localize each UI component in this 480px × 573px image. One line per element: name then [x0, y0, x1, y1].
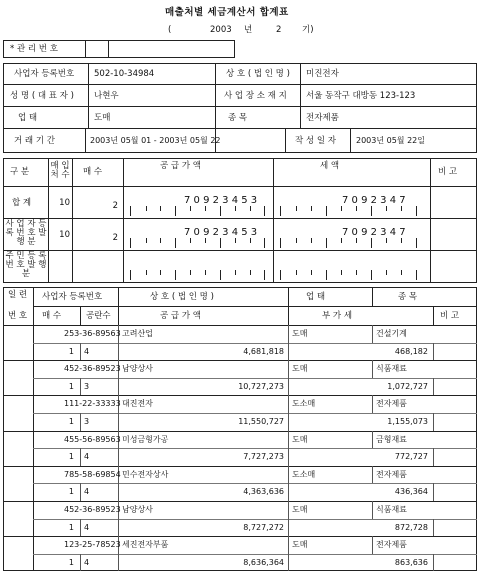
detail-reg-no: 452-36-89523: [64, 364, 121, 374]
business-item-value: 전자제품: [306, 113, 339, 123]
col-divider: [80, 519, 81, 537]
detail-vat-amount: 1,155,073: [387, 417, 428, 426]
col-divider: [288, 501, 289, 536]
col-divider: [372, 536, 373, 554]
rep-label: 성 명 ( 대 표 자 ): [10, 91, 74, 101]
row-divider: [3, 501, 477, 502]
detail-blank-count: 4: [84, 557, 90, 567]
col-divider: [80, 378, 81, 396]
digit-tick: [311, 270, 312, 275]
business-type-value: 도매: [94, 113, 111, 123]
digit-tick: [371, 206, 372, 216]
digit-tick: [146, 270, 147, 275]
summary-h-gubun: 구 분: [10, 167, 30, 177]
row-divider: [3, 395, 477, 396]
detail-company-name: 남양상사: [122, 364, 153, 374]
business-type-label: 업 태: [18, 113, 38, 123]
digit-tick: [416, 206, 417, 216]
col-divider: [372, 360, 373, 378]
detail-vat-amount: 1,072,727: [387, 381, 428, 391]
col-divider: [80, 413, 81, 431]
detail-reg-no: 455-56-89563: [64, 434, 121, 444]
detail-h-vat: 부 가 세: [322, 311, 353, 321]
digit-tick: [386, 206, 387, 211]
digit-tick: [311, 238, 312, 243]
digit-tick: [250, 238, 251, 243]
digit-tick: [235, 238, 236, 243]
digit-tick: [280, 206, 281, 216]
detail-supply-amount: 11,550,727: [238, 417, 284, 426]
digit-tick: [296, 206, 297, 211]
row-divider: [33, 343, 477, 344]
detail-vat-amount: 436,364: [394, 487, 428, 497]
summary-row-tax: 7 0 9 2 3 4 7: [342, 227, 406, 238]
digit-tick: [326, 206, 327, 216]
digit-tick: [220, 238, 221, 248]
row-divider: [33, 378, 477, 379]
detail-company-name: 고려산업: [122, 329, 153, 338]
digit-tick: [401, 206, 402, 211]
digit-tick: [416, 270, 417, 280]
digit-tick: [160, 206, 161, 211]
digit-tick: [356, 238, 357, 243]
row-divider: [33, 519, 477, 520]
detail-blank-count: 4: [84, 487, 90, 497]
digit-tick: [280, 238, 281, 248]
write-date-value: 2003년 05월 22일: [356, 136, 425, 145]
detail-h-blank: 공란수: [86, 311, 111, 321]
detail-vat-amount: 863,636: [394, 557, 428, 567]
summary-h-tax: 세 액: [320, 161, 340, 171]
digit-tick: [280, 270, 281, 280]
col-divider: [80, 343, 81, 361]
period-term-unit: 기): [302, 25, 314, 35]
detail-supply-amount: 7,727,273: [243, 452, 284, 462]
summary-row-label: 합 계: [12, 198, 32, 208]
digit-tick: [356, 270, 357, 275]
col-divider: [80, 448, 81, 466]
digit-tick: [146, 206, 147, 211]
digit-tick: [341, 206, 342, 211]
detail-company-name: 미성금형가공: [122, 434, 169, 444]
digit-tick: [296, 238, 297, 243]
digit-tick: [250, 206, 251, 211]
detail-h-reg: 사업자 등록번호: [42, 292, 103, 302]
detail-blank-count: 3: [84, 381, 90, 391]
period-year: 2003: [210, 25, 232, 35]
digit-tick: [401, 270, 402, 275]
digit-tick: [264, 270, 265, 280]
detail-company-name: 대진전자: [122, 399, 153, 409]
detail-h-name: 상 호 ( 법 인 명 ): [150, 292, 214, 302]
detail-h-type: 업 태: [306, 292, 326, 302]
col-divider: [433, 448, 434, 466]
business-item-label: 종 목: [228, 113, 248, 123]
digit-tick: [130, 238, 131, 248]
detail-vat-amount: 468,182: [394, 346, 428, 356]
digit-tick: [264, 238, 265, 248]
row-divider: [3, 536, 477, 537]
detail-reg-no: 253-36-89563: [64, 329, 121, 338]
detail-business-type: 도매: [292, 505, 308, 514]
row-divider: [33, 483, 477, 484]
detail-reg-no: 111-22-33333: [64, 399, 121, 409]
reg-no-label: 사업자 등록번호: [14, 69, 75, 79]
company-name-label: 상 호 ( 법 인 명 ): [226, 69, 290, 79]
col-divider: [433, 554, 434, 572]
digit-tick: [416, 238, 417, 248]
summary-row-count: 10: [59, 198, 70, 208]
rep-value: 나현우: [94, 91, 119, 101]
col-divider: [433, 519, 434, 537]
summary-row-sheets: 2: [112, 233, 118, 243]
summary-row-supply: 7 0 9 2 3 4 5 3: [184, 227, 258, 238]
col-divider: [372, 431, 373, 449]
row-divider: [3, 431, 477, 432]
detail-blank-count: 4: [84, 346, 90, 356]
detail-business-type: 도소매: [292, 469, 316, 479]
detail-sheets: 1: [68, 417, 74, 426]
detail-vat-amount: 772,727: [394, 452, 428, 462]
period-term: 2: [276, 25, 282, 35]
address-value: 서울 동작구 대방동 123-123: [306, 91, 416, 101]
detail-supply-amount: 4,681,818: [243, 346, 284, 356]
col-divider: [288, 395, 289, 430]
company-name-value: 미진전자: [306, 69, 339, 79]
detail-business-type: 도매: [292, 434, 308, 444]
detail-business-item: 건설기계: [376, 329, 407, 338]
detail-reg-no: 123-25-78523: [64, 540, 121, 550]
form-title: 매출처별 세금계산서 합계표: [165, 7, 289, 18]
period-year-unit: 년: [244, 25, 253, 35]
detail-company-name: 세진전자부품: [122, 540, 169, 550]
summary-table: [3, 158, 477, 283]
digit-tick: [341, 238, 342, 243]
detail-reg-no: 452-36-89523: [64, 505, 121, 514]
detail-business-type: 도매: [292, 540, 308, 550]
col-divider: [372, 395, 373, 413]
detail-h-seq2: 번 호: [8, 311, 28, 321]
digit-tick: [371, 270, 372, 280]
digit-tick: [205, 238, 206, 243]
detail-company-name: 민수전자상사: [122, 469, 169, 479]
trade-period-label: 거 래 기 간: [14, 136, 55, 146]
digit-tick: [160, 270, 161, 275]
col-divider: [433, 378, 434, 396]
detail-blank-count: 3: [84, 417, 90, 426]
digit-tick: [386, 270, 387, 275]
digit-tick: [341, 270, 342, 275]
detail-sheets: 1: [68, 487, 74, 497]
row-divider: [33, 554, 477, 555]
col-divider: [288, 360, 289, 395]
detail-supply-amount: 10,727,273: [238, 381, 284, 391]
detail-sheets: 1: [68, 346, 74, 356]
summary-row-tax: 7 0 9 2 3 4 7: [342, 195, 406, 206]
detail-business-item: 금형재료: [376, 434, 407, 444]
summary-h-supply: 공 급 가 액: [160, 161, 201, 171]
digit-tick: [311, 206, 312, 211]
digit-tick: [130, 206, 131, 216]
detail-supply-amount: 8,727,272: [243, 522, 284, 532]
detail-company-name: 남양상사: [122, 505, 153, 514]
digit-tick: [190, 206, 191, 211]
detail-blank-count: 4: [84, 522, 90, 532]
digit-tick: [146, 238, 147, 243]
summary-row-count: 10: [59, 230, 70, 240]
col-divider: [433, 413, 434, 431]
detail-sheets: 1: [68, 452, 74, 462]
trade-period-value: 2003년 05월 01 - 2003년 05월 22: [90, 136, 221, 145]
col-divider: [80, 554, 81, 572]
address-label: 사 업 장 소 재 지: [224, 91, 287, 101]
detail-sheets: 1: [68, 381, 74, 391]
digit-tick: [371, 238, 372, 248]
col-divider: [372, 325, 373, 343]
col-divider: [80, 483, 81, 501]
reg-no-value: 502-10-34984: [94, 69, 155, 79]
col-divider: [433, 343, 434, 361]
detail-h-sheets: 매 수: [42, 311, 62, 321]
digit-tick: [356, 206, 357, 211]
col-divider: [288, 325, 289, 360]
digit-tick: [205, 206, 206, 211]
detail-business-item: 전자제품: [376, 469, 407, 479]
detail-business-type: 도매: [292, 329, 308, 338]
summary-h-sheets: 매 수: [83, 167, 103, 177]
digit-tick: [264, 206, 265, 216]
detail-supply-amount: 4,363,636: [243, 487, 284, 497]
detail-supply-amount: 8,636,364: [243, 557, 284, 567]
digit-tick: [235, 206, 236, 211]
digit-tick: [175, 206, 176, 216]
digit-tick: [235, 270, 236, 275]
detail-reg-no: 785-58-69854: [64, 469, 121, 479]
digit-tick: [205, 270, 206, 275]
detail-sheets: 1: [68, 522, 74, 532]
col-divider: [288, 431, 289, 466]
digit-tick: [175, 238, 176, 248]
summary-row-sheets: 2: [112, 201, 118, 211]
digit-tick: [401, 238, 402, 243]
digit-tick: [175, 270, 176, 280]
col-divider: [288, 536, 289, 571]
detail-h-note: 비 고: [440, 311, 460, 321]
detail-h-seq1: 일 련: [8, 290, 28, 300]
digit-tick: [190, 238, 191, 243]
digit-tick: [326, 270, 327, 280]
row-divider: [33, 413, 477, 414]
digit-tick: [220, 206, 221, 216]
detail-business-type: 도소매: [292, 399, 316, 409]
row-divider: [3, 360, 477, 361]
detail-business-type: 도매: [292, 364, 308, 374]
summary-h-count: 매 입 처 수: [50, 161, 70, 180]
detail-h-item: 종 목: [398, 292, 418, 302]
col-divider: [288, 466, 289, 501]
digit-tick: [386, 238, 387, 243]
col-divider: [372, 501, 373, 519]
summary-row-label: 사 업 자 등 록 번 호 발 행 분: [5, 219, 47, 247]
detail-business-item: 전자제품: [376, 399, 407, 409]
digit-tick: [160, 238, 161, 243]
detail-blank-count: 4: [84, 452, 90, 462]
mgmt-number-label: * 관 리 번 호: [10, 44, 58, 54]
summary-row-label: 주 민 등 록 번 호 발 행 분: [5, 251, 47, 279]
period-open: (: [168, 25, 172, 35]
detail-h-supply: 공 급 가 액: [160, 311, 201, 321]
row-divider: [33, 448, 477, 449]
detail-sheets: 1: [68, 557, 74, 567]
digit-tick: [326, 238, 327, 248]
digit-tick: [296, 270, 297, 275]
detail-business-item: 식품재료: [376, 364, 407, 374]
col-divider: [372, 466, 373, 484]
digit-tick: [130, 270, 131, 280]
write-date-label: 작 성 일 자: [295, 136, 336, 146]
summary-row-supply: 7 0 9 2 3 4 5 3: [184, 195, 258, 206]
summary-h-note: 비 고: [438, 167, 458, 177]
col-divider: [433, 483, 434, 501]
row-divider: [3, 466, 477, 467]
detail-vat-amount: 872,728: [394, 522, 428, 532]
detail-business-item: 식품재료: [376, 505, 407, 514]
digit-tick: [190, 270, 191, 275]
digit-tick: [250, 270, 251, 275]
detail-business-item: 전자제품: [376, 540, 407, 550]
digit-tick: [220, 270, 221, 280]
